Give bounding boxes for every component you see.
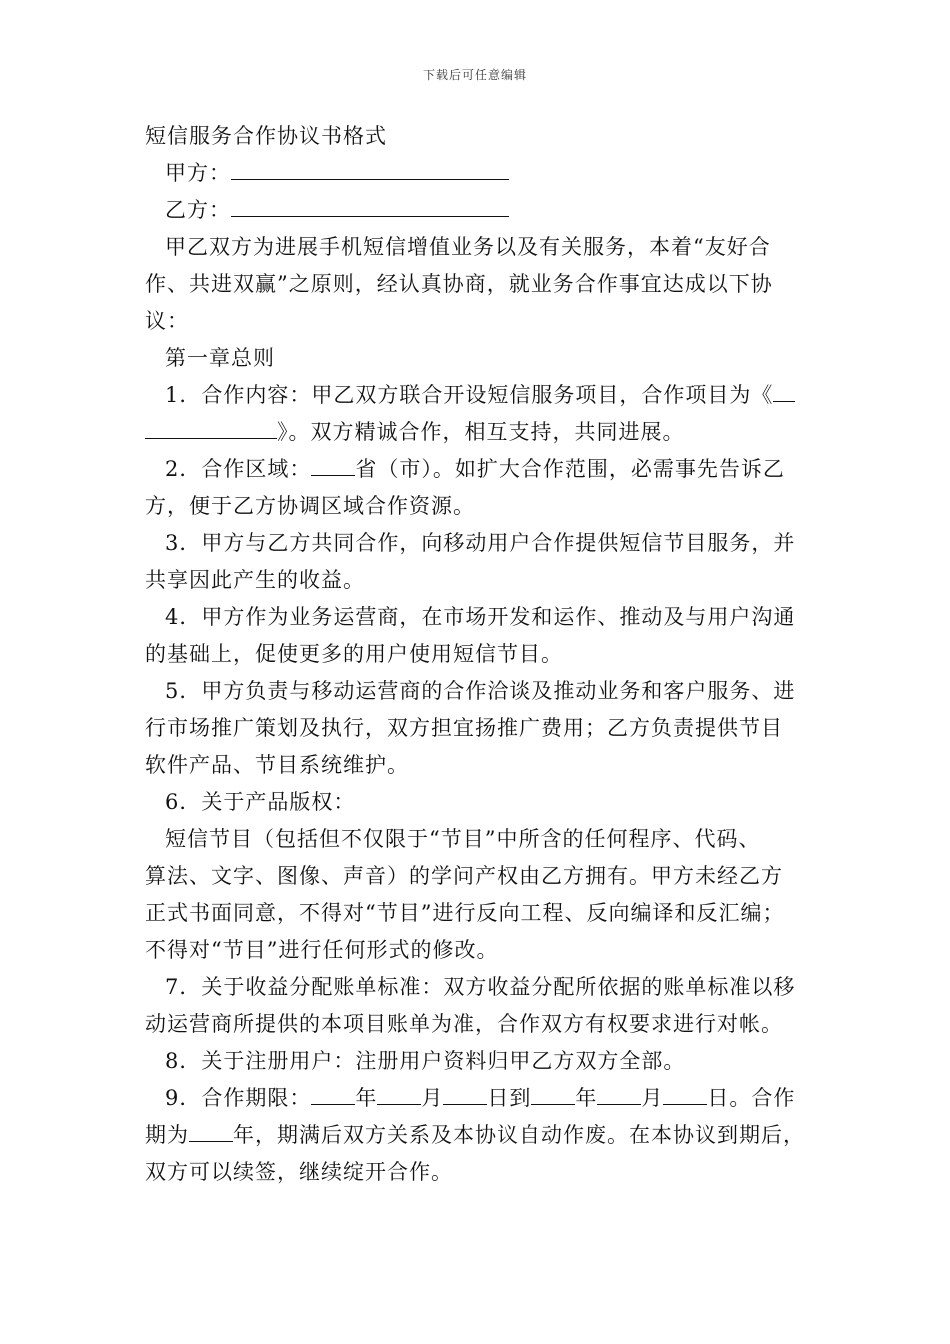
item-2-text: 2．合作区域： (165, 457, 312, 481)
item-9-label: 9．合作期限： (165, 1086, 312, 1110)
year-label: 年 (575, 1086, 598, 1110)
item-6-line: 正式书面同意，不得对“节目”进行反向工程、反向编译和反汇编； (145, 901, 785, 925)
start-day-blank (443, 1080, 487, 1105)
period-suffix: 年，期满后双方关系及本协议自动作废。在本协议到期后， (233, 1123, 805, 1147)
item-3-line: 3．甲方与乙方共同合作，向移动用户合作提供短信节目服务，并 (165, 531, 796, 555)
item-1-line (145, 414, 813, 451)
item-5-line: 行市场推广策划及执行，双方担宜扬推广费用；乙方负责提供节目 (145, 716, 783, 740)
period-years-blank (189, 1117, 233, 1142)
item-6-line: 算法、文字、图像、声音）的学问产权由乙方拥有。甲方未经乙方 (145, 864, 783, 888)
day-end-label: 日。合作 (707, 1086, 796, 1110)
item-2-line: 方，便于乙方协调区域合作资源。 (145, 494, 475, 518)
item-1-text: 》。双方精诚合作，相互支持，共同进展。 (277, 420, 685, 444)
party-b-label: 乙方： (165, 198, 231, 222)
download-note: 下载后可任意编辑 (422, 68, 527, 82)
intro-line: 作、共进双赢”之原则，经认真协商，就业务合作事宜达成以下协 (145, 272, 773, 296)
item-8-line: 8．关于注册用户：注册用户资料归甲乙方双方全部。 (165, 1049, 686, 1073)
month-label: 月 (641, 1086, 664, 1110)
month-label: 月 (421, 1086, 444, 1110)
start-month-blank (377, 1080, 421, 1105)
item-1-line (145, 377, 813, 414)
start-year-blank (311, 1080, 355, 1105)
item-9-line (145, 1080, 813, 1117)
item-4-line: 4．甲方作为业务运营商，在市场开发和运作、推动及与用户沟通 (165, 605, 796, 629)
end-month-blank (597, 1080, 641, 1105)
item-6-line: 不得对“节目”进行任何形式的修改。 (145, 938, 499, 962)
item-5-line: 5．甲方负责与移动运营商的合作洽谈及推动业务和客户服务、进 (165, 679, 796, 703)
item-9-line (145, 1117, 813, 1154)
item-7-line: 动运营商所提供的本项目账单为准，合作双方有权要求进行对帐。 (145, 1012, 783, 1036)
year-label: 年 (355, 1086, 378, 1110)
end-year-blank (531, 1080, 575, 1105)
party-a-blank (231, 155, 509, 180)
party-a-line (145, 155, 813, 192)
intro-line: 甲乙双方为进展手机短信增值业务以及有关服务，本着“友好合 (165, 235, 771, 259)
project-name-blank (773, 377, 795, 402)
item-2-text: 省（市）。如扩大合作范围，必需事先告诉乙 (355, 457, 785, 481)
item-4-line: 的基础上，促使更多的用户使用短信节目。 (145, 642, 563, 666)
chapter-heading: 第一章总则 (165, 346, 275, 370)
intro-line: 议： (145, 309, 189, 333)
document-title: 短信服务合作协议书格式 (145, 124, 387, 148)
project-name-blank (145, 414, 277, 439)
day-to-label: 日到 (487, 1086, 532, 1110)
party-a-label: 甲方： (165, 161, 231, 185)
party-b-blank (231, 192, 509, 217)
item-6-heading: 6．关于产品版权： (165, 790, 356, 814)
item-6-line: 短信节目（包括但不仅限于“节目”中所含的任何程序、代码、 (165, 827, 761, 851)
period-prefix: 期为 (145, 1123, 189, 1147)
item-3-line: 共享因此产生的收益。 (145, 568, 365, 592)
item-5-line: 软件产品、节目系统维护。 (145, 753, 409, 777)
province-blank (311, 451, 355, 476)
item-9-line: 双方可以续签，继续绽开合作。 (145, 1160, 453, 1184)
item-7-line: 7．关于收益分配账单标准：双方收益分配所依据的账单标准以移 (165, 975, 796, 999)
end-day-blank (663, 1080, 707, 1105)
item-2-line (145, 451, 813, 488)
party-b-line (145, 192, 813, 229)
item-1-text: 1．合作内容：甲乙双方联合开设短信服务项目，合作项目为《 (165, 383, 774, 407)
agreement-body (145, 118, 813, 1191)
